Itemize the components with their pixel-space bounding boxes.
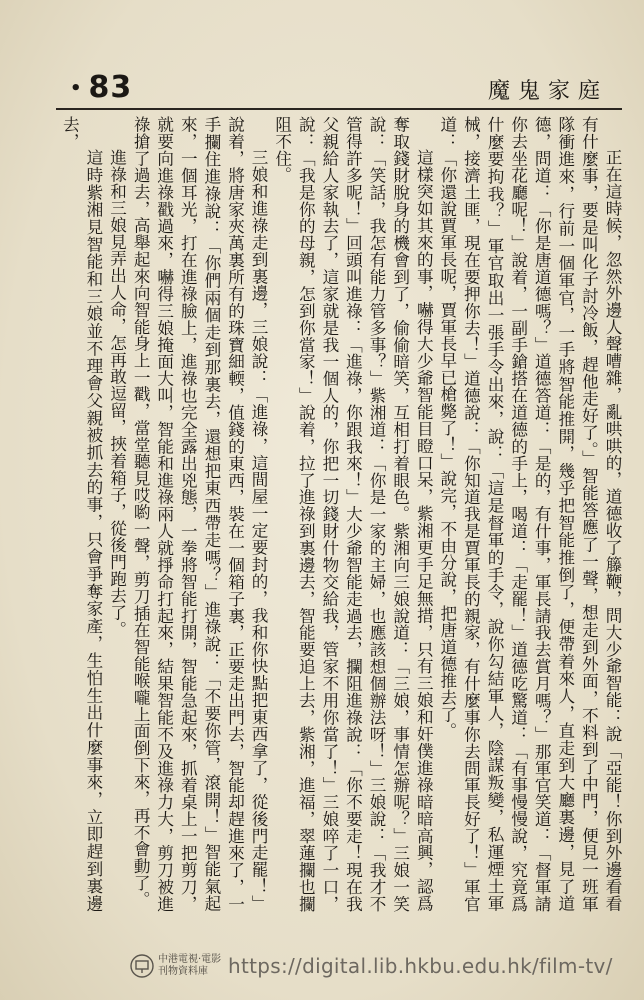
archive-logo-line2: 刊物資料庫 [158, 966, 208, 977]
paragraph: 這時紫湘見智能和三娘並不理會父親被抓去的事，只會爭奪家產，生怕生出什麼事來，立即趕到裏邊去， [60, 116, 103, 912]
archive-logo-icon [130, 954, 154, 978]
page-number: • 83 [70, 70, 132, 105]
archive-logo-line1: 中港電視·電影 [158, 954, 222, 965]
story-text [40, 116, 624, 912]
paragraph: 正在這時候，忽然外邊人聲嘈雜，亂哄哄的，道德收了籐鞭，問大少爺智能：說「亞能！你到外邊看看有什麼事，要是叫化子討冷飯，趕他走好了。」智能答應了一聲，想走到外面，不料到了中門，便見一班軍隊衝進來，行前一個軍官，一手將智能推開，幾乎把智能推倒了，便帶着來人，直走到大廳裏邊，見了道德，問道：「你是唐道德嗎？」道德答道：「是的，有什事，軍長請我去賞月嗎？」那軍官笑道：「督軍請你去坐花廳呢！」說着，一副手鎗搭在道德的手上，喝道：「走罷！」道德吃驚道：「有事慢慢說，究竟爲什麼要拘我？」軍官取出一張手令出來，說：「這是督軍的手令，說你勾結軍人，陰謀叛變，私運煙土軍械，接濟土匪，現在要押你去！」道德說：「你知道我是賈軍長的親家，有什麼事你去問軍長好了！」軍官道：「你還說賈軍長呢，賈軍長早已槍斃了！」說完，不由分說，把唐道德推去了。 [437, 116, 622, 912]
header-divider [56, 108, 622, 110]
page-header [58, 66, 618, 110]
paragraph: 三娘和進祿走到裏邊，三娘說：「進祿，這間屋一定要封的，我和你快點把東西拿了，從後門走罷！」說着，將唐家夾萬裏所有的珠寶細輭，值錢的東西，裝在一個箱子裏，正要走出門去，智能却趕進來了，一手攔住進祿說：「你們兩個走到那裏去，還想把東西帶走嗎？」進祿說：「不要你管，滾開！」智能氣起來，一個耳光，打在進祿臉上，進祿也完全露出兇態，一拳將智能打開，智能急起來，抓着桌上一把剪刀，就要向進祿戳過來，嚇得三娘掩面大叫，智能和進祿兩人就掙命打起來，結果智能不及進祿力大，剪刀被進祿搶了過去，高舉起來向智能身上一戳，當堂聽見哎喲一聲，剪刀插在智能喉嚨上面倒下來，再不會動了。 [131, 116, 269, 912]
paragraph: 這樣突如其來的事，嚇得大少爺智能目瞪口呆，紫湘更手足無措，只有三娘和奸僕進祿暗暗高興，認爲奪取錢財脫身的機會到了，偷偷暗笑，互相打着眼色。紫湘向三娘說道：「三娘，事情怎辦呢？」三娘一笑說：「笑話，我怎有能力管多事？」紫湘道：「你是一家的主婦，也應該想個辦法呀！」三娘說：「我才不管得許多呢！」回頭叫進祿：「進祿，你跟我來！」大少爺智能走過去，攔阻進祿說：「你不要走！現在我父親給人家執去了，這家就是我一個人的，你把一切錢財什物交給我，管家不用你當了！」三娘啐了一口，說：「我是你的母親，怎到你當家！」說着，拉了進祿到裏邊去，智能要追上去，紫湘，進福，翠蓮攔也攔阻不住。 [272, 116, 434, 912]
book-title: 魔鬼家庭 [487, 79, 608, 104]
archive-logo [130, 952, 220, 982]
paragraph: 進祿和三娘見弄出人命，怎再敢逗留，挾着箱子，從後門跑去了。 [107, 149, 127, 638]
source-url[interactable]: https://digital.lib.hkbu.edu.hk/film-tv/ [228, 954, 613, 978]
